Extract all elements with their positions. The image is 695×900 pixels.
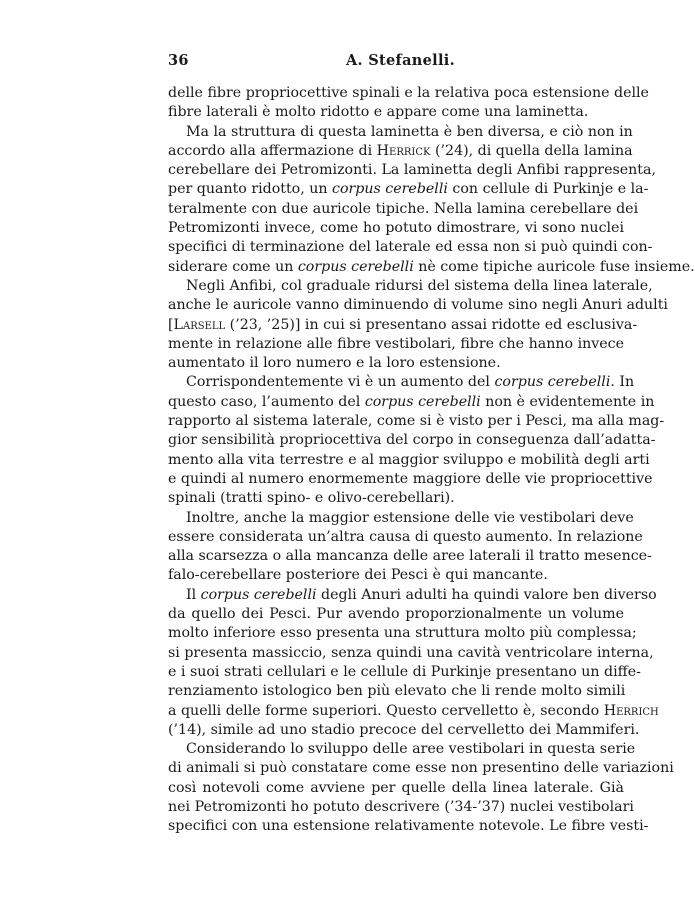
text-line: a quelli delle forme superiori. Questo cervelletto è, secondo Herrich [168,702,659,719]
text-line: fibre laterali è molto ridotto e appare come una laminetta. [168,104,589,121]
text-line: di animali si può constatare come esse non presentino delle variazioni [168,760,674,777]
text-line: mente in relazione alle fibre vestibolari, fibre che hanno invece [168,335,624,352]
text-line: si presenta massiccio, senza quindi una cavità ventricolare interna, [168,644,654,661]
text-line: (’14), simile ad uno stadio precoce del cervelletto dei Mammiferi. [168,721,640,738]
text-line: questo caso, l’aumento del corpus cerebelli non è evidentemente in [168,393,655,410]
running-head: A. Stefanelli. [346,52,455,69]
text-line: Negli Anfibi, col graduale ridursi del sistema della linea laterale, [186,277,653,294]
text-line: nei Petromizonti ho potuto descrivere (’34-’37) nuclei vestibolari [168,798,634,815]
text-line: Petromizonti invece, come ho potuto dimostrare, vi sono nuclei [168,220,624,237]
text-line: Ma la struttura di questa laminetta è ben diversa, e ciò non in [186,123,633,140]
text-line: spinali (tratti spino- e olivo-cerebellari). [168,490,455,507]
text-line: mento alla vita terrestre e al maggior sviluppo e mobilità degli arti [168,451,650,468]
text-line: essere considerata un’altra causa di questo aumento. In relazione [168,528,643,545]
text-line: da quello dei Pesci. Pur avendo proporzionalmente un volume [168,606,624,623]
text-line: cerebellare dei Petromizonti. La laminetta degli Anfibi rappresenta, [168,162,656,179]
text-line: aumentato il loro numero e la loro estensione. [168,355,501,372]
text-line: accordo alla affermazione di Herrick (’24), di quella della lamina [168,142,633,159]
text-line: siderare come un corpus cerebelli nè come tipiche auricole fuse insieme. [168,258,695,275]
text-line: specifici con una estensione relativamente notevole. Le fibre vesti- [168,818,649,835]
text-line: renziamento istologico ben più elevato che li rende molto simili [168,683,626,700]
text-line: specifici di terminazione del laterale ed essa non si può quindi con- [168,239,653,256]
text-line: gior sensibilità propriocettiva del corpo in conseguenza dall’adatta- [168,432,656,449]
text-line: Inoltre, anche la maggior estensione delle vie vestibolari deve [186,509,634,526]
text-line: per quanto ridotto, un corpus cerebelli con cellule di Purkinje e la- [168,181,649,198]
body-text [168,84,695,837]
text-line: Considerando lo sviluppo delle aree vestibolari in questa serie [186,741,636,758]
text-line: così notevoli come avviene per quelle della linea laterale. Già [168,779,624,796]
text-line: Corrispondentemente vi è un aumento del corpus cerebelli. In [186,374,635,391]
text-line: anche le auricole vanno diminuendo di volume sino negli Anuri adulti [168,297,668,314]
page-number: 36 [168,52,189,69]
text-line: delle fibre propriocettive spinali e la relativa poca estensione delle [168,85,649,101]
text-line: falo-cerebellare posteriore dei Pesci è qui mancante. [168,567,548,584]
text-line: e quindi al numero enormemente maggiore delle vie propriocettive [168,470,653,487]
text-line: [Larsell (’23, ’25)] in cui si presentano assai ridotte ed esclusiva- [168,316,638,333]
text-line: alla scarsezza o alla mancanza delle aree laterali il tratto mesence- [168,548,652,565]
text-line: e i suoi strati cellulari e le cellule di Purkinje presentano un diffe- [168,663,641,680]
text-line: molto inferiore esso presenta una struttura molto più complessa; [168,625,637,642]
text-line: teralmente con due auricole tipiche. Nella lamina cerebellare dei [168,200,639,217]
text-line: rapporto al sistema laterale, come si è visto per i Pesci, ma alla mag- [168,413,665,430]
text-line: Il corpus cerebelli degli Anuri adulti ha quindi valore ben diverso [186,586,657,603]
